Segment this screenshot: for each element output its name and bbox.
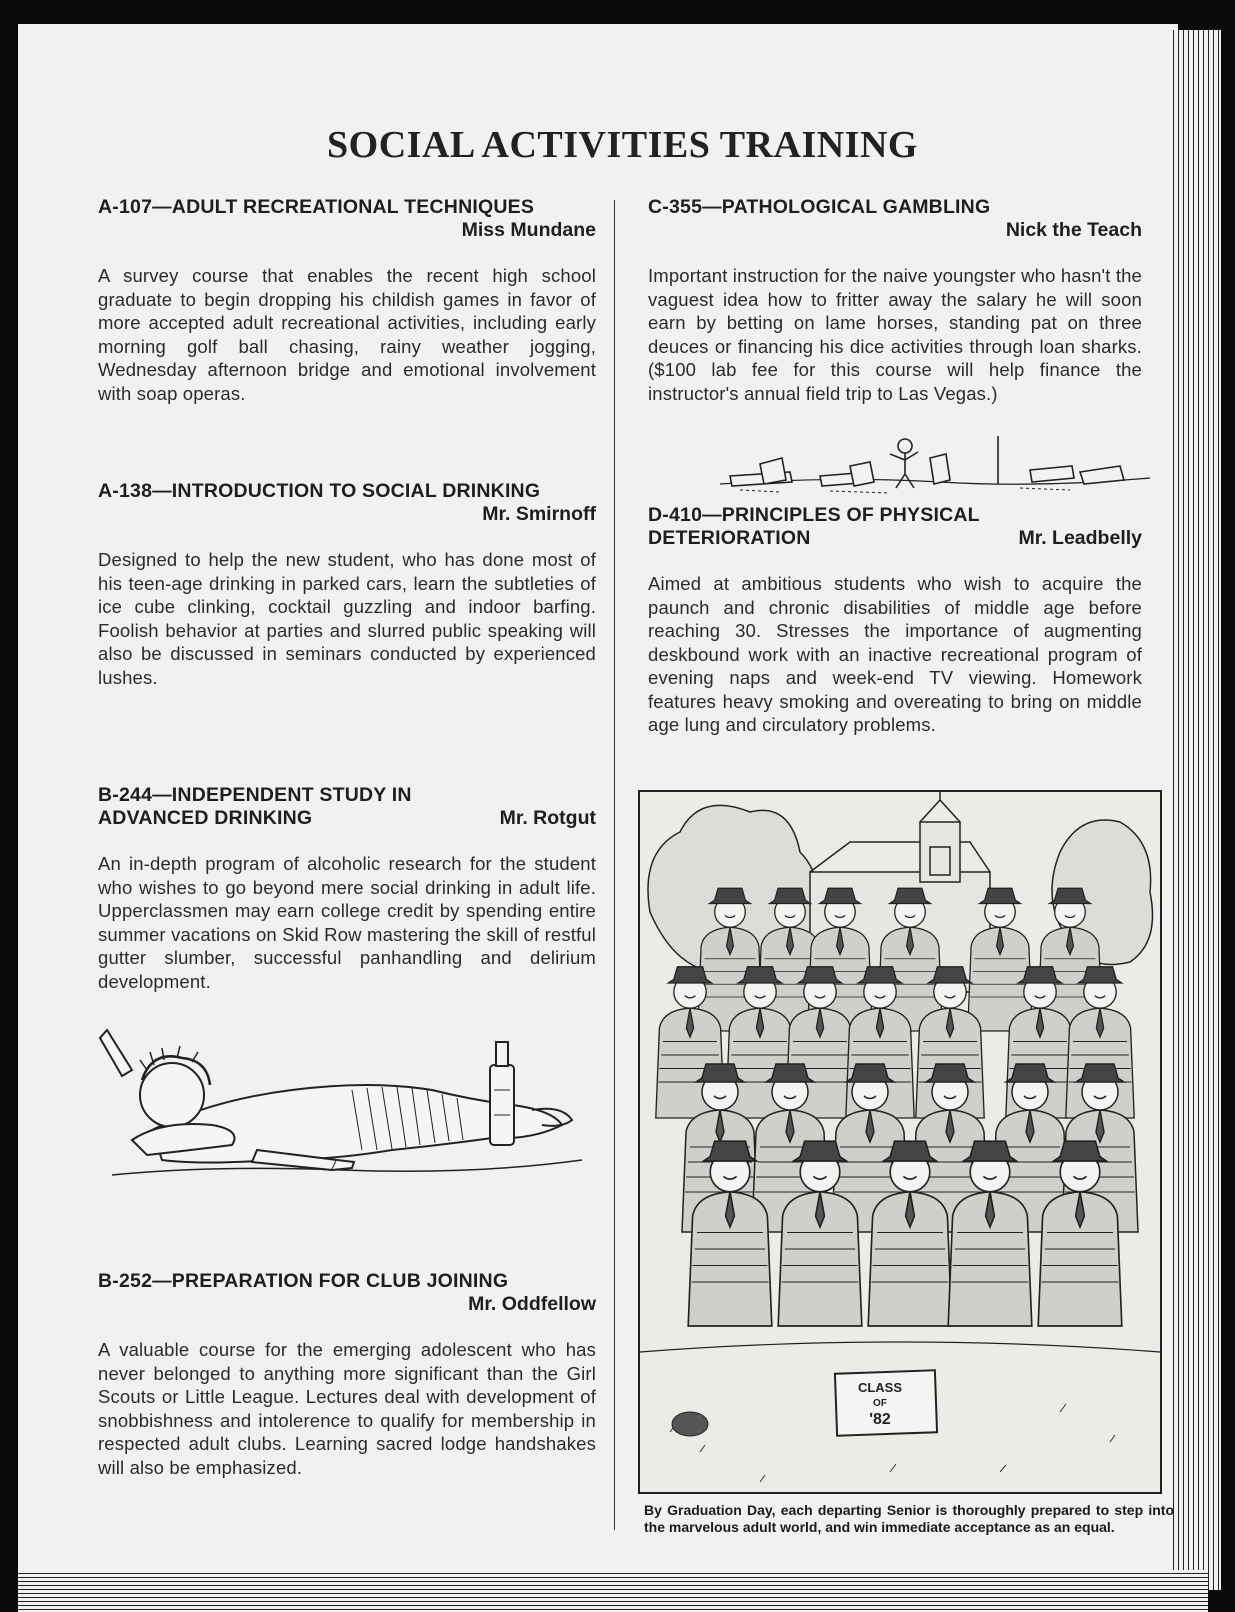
course-instructor: Miss Mundane <box>461 219 596 241</box>
course-b244 <box>98 784 596 993</box>
page-title: SOCIAL ACTIVITIES TRAINING <box>327 124 918 167</box>
course-title: C-355—PATHOLOGICAL GAMBLING <box>648 196 991 218</box>
cartoon-caption: By Graduation Day, each departing Senior is thoroughly prepared to step into the marvelous adult world, and win immediate acceptance as an equal. <box>644 1502 1174 1535</box>
course-instructor: Mr. Rotgut <box>499 807 596 829</box>
course-description: A survey course that enables the recent high school graduate to begin dropping his childish games in favor of more accepted adult recreational activities, including early morning golf ball chasing, rainy weather jogging, Wednesday afternoon bridge and emotional involvement with soap operas. <box>98 265 596 404</box>
course-a138 <box>98 480 596 689</box>
course-title: A-138—INTRODUCTION TO SOCIAL DRINKING <box>98 480 541 502</box>
course-description: A valuable course for the emerging adolescent who has never belonged to anything more significant than the Girl Scouts or Little League. Lectures deal with development of snobbishness and intolerence to qualify for membership in respected adult clubs. Learning sacred lodge handshakes will also be emphasized. <box>98 1339 596 1478</box>
course-b252 <box>98 1270 596 1479</box>
class-of-82-cartoon <box>638 790 1162 1494</box>
course-description: Aimed at ambitious students who wish to acquire the paunch and chronic disabilities of middle age before reaching 30. Stresses the importance of augmenting deskbound work with an inactive recreational program of evening naps and week-end TV viewing. Homework features heavy smoking and overeating to bring on middle age lung and circulatory problems. <box>648 573 1142 735</box>
graduates-drawing <box>640 792 1160 1492</box>
sign-year: '82 <box>869 1411 891 1428</box>
course-title: B-252—PREPARATION FOR CLUB JOINING <box>98 1270 509 1292</box>
course-instructor: Mr. Oddfellow <box>468 1293 596 1315</box>
course-instructor: Mr. Smirnoff <box>482 503 596 525</box>
bottom-edge-stripes <box>18 1570 1208 1612</box>
sign-of: OF <box>873 1398 887 1409</box>
course-title: D-410—PRINCIPLES OF PHYSICAL DETERIORATION <box>648 504 980 549</box>
page-edge-stripes <box>1169 30 1221 1590</box>
course-description: An in-depth program of alcoholic research for the student who wishes to go beyond mere social drinking in adult life. Upperclassmen may earn college credit by spending entire summer vacations on Skid Row mastering the skill of restful gutter slumber, successful panhandling and delirium development. <box>98 853 596 992</box>
course-d410 <box>648 504 1142 737</box>
course-instructor: Mr. Leadbelly <box>1018 527 1142 549</box>
course-title: A-107—ADULT RECREATIONAL TECHNIQUES <box>98 196 535 218</box>
course-instructor: Nick the Teach <box>1005 219 1142 241</box>
column-divider <box>614 200 615 1530</box>
sign-class: CLASS <box>857 1380 903 1395</box>
course-c355 <box>648 196 1142 405</box>
drunk-sleeping-illustration <box>92 1010 592 1225</box>
course-description: Designed to help the new student, who has done most of his teen-age drinking in parked cars, learn the subtleties of ice cube clinking, cocktail guzzling and indoor barfing. Foolish behavior at parties and slurred public speaking will also be discussed in seminars conducted by experienced lushes. <box>98 549 596 688</box>
course-a107 <box>98 196 596 405</box>
gambling-illustration <box>720 436 1160 508</box>
course-title: B-244—INDEPENDENT STUDY IN ADVANCED DRINKING <box>98 784 412 829</box>
course-description: Important instruction for the naive youngster who hasn't the vaguest idea how to fritter away the salary he will soon earn by betting on lame horses, standing pat on three deuces or financing his dice activities through loan sharks. ($100 lab fee for this course will help finance the instructor's annual field trip to Las Vegas.) <box>648 265 1142 404</box>
